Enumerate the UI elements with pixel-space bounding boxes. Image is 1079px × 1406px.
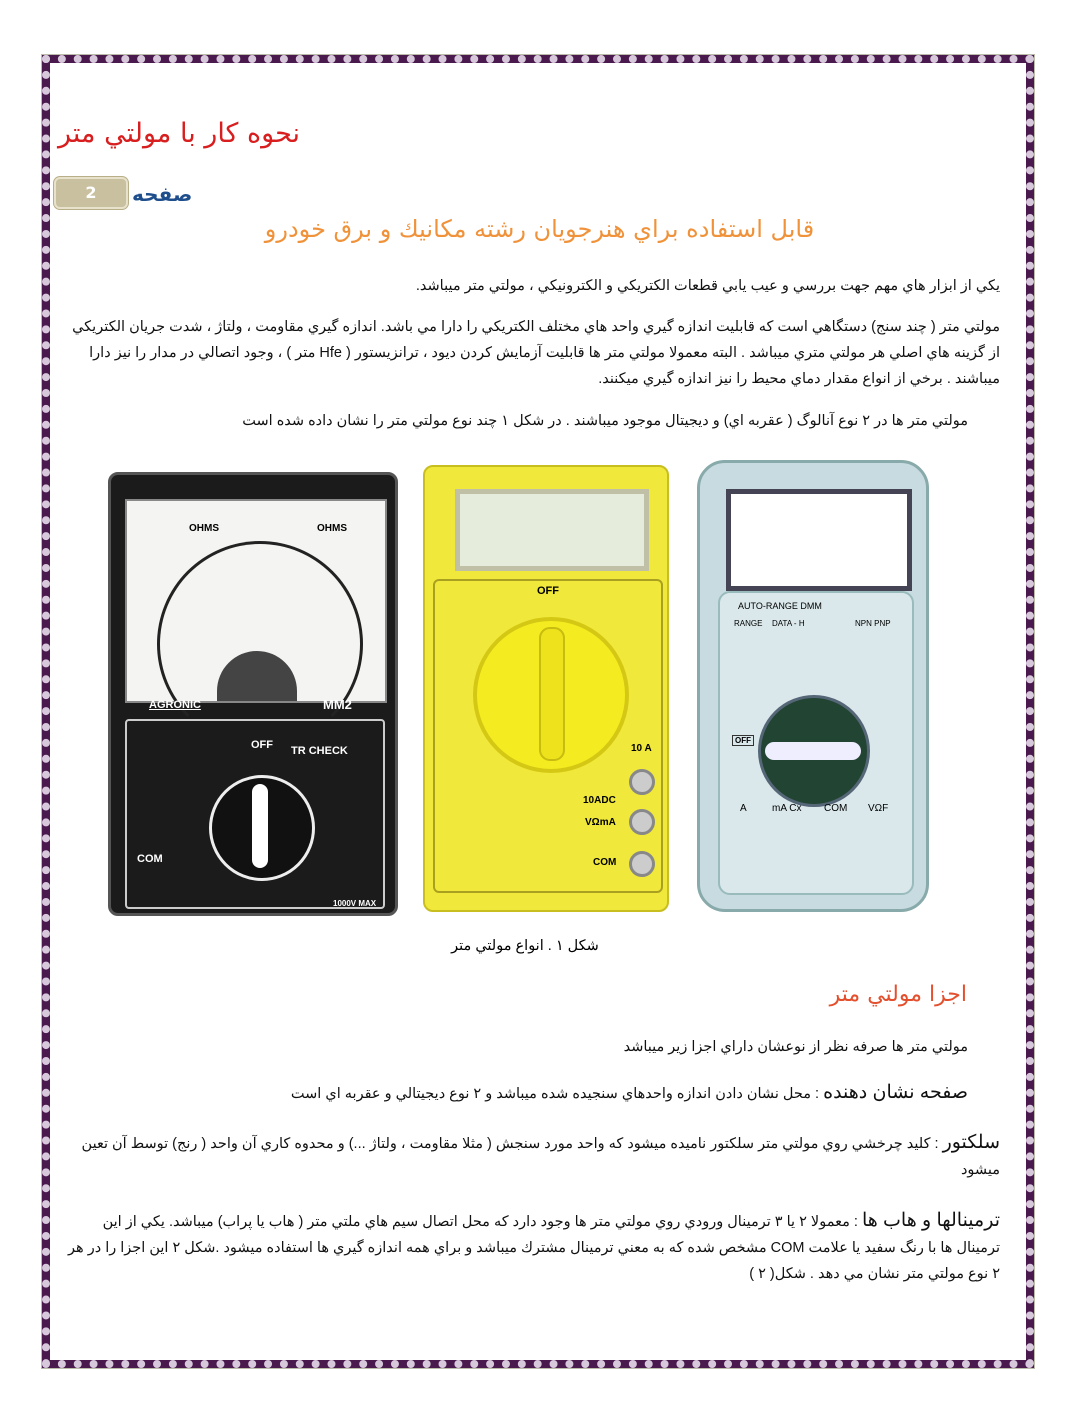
item-term: ترمينالها و هاب ها: [861, 1210, 1000, 1231]
terminal-10a: [629, 769, 655, 795]
tr-check-label: TR CHECK: [291, 745, 348, 757]
brand-label: AGRONIC: [149, 699, 201, 711]
document-title: نحوه كار با مولتي متر: [58, 118, 301, 149]
item-selector: [80, 1130, 1000, 1183]
section-heading: اجزا مولتي متر: [829, 982, 967, 1007]
vma-label: VΩmA: [585, 817, 616, 828]
gray-digital-multimeter-image: [697, 460, 929, 912]
item-terminals: [58, 1208, 1000, 1287]
model-label: AUTO-RANGE DMM: [738, 601, 822, 611]
ohms-label: OHMS: [189, 523, 219, 534]
item-text: : محل نشان دادن اندازه واحدهاي سنجيده شده ميباشد و ٢ نوع ديجيتالي و عقربه اي است: [290, 1086, 824, 1102]
off-label: OFF: [537, 585, 559, 597]
item-display: [80, 1080, 968, 1107]
paragraph-intro: يكي از ابزار هاي مهم جهت بررسي و عيب يابي قطعات الكتريكي و الكترونيكي ، مولتي متر ميباشد.: [415, 278, 1000, 294]
npn-pnp-socket: NPN PNP: [855, 619, 891, 628]
item-term: صفحه نشان دهنده: [823, 1082, 968, 1103]
terminal-vma: [629, 809, 655, 835]
paragraph-definition: مولتي متر ( چند سنج) دستگاهي است كه قابليت اندازه گيري واحد هاي مختلف الكتريكي را دارا مي باشد. اندازه گيري مقاومت ، ولتاژ ، شدت جريان الكتريكي از گزينه هاي اصلي هر مولتي متري ميباشد . البته معمولا مولتي متر ها قابليت آزمايش كردن ديود ، ترانزيستور ( Hfe متر ) ، وجود اتصالي در مدار را نيز دارا ميباشند . برخي از انواع مقدار دماي محيط را نيز اندازه گيري ميكنند.: [72, 319, 1000, 387]
page-label: صفحه: [132, 182, 193, 206]
terminal-v-label: VΩF: [868, 803, 889, 814]
terminal-a-label: A: [740, 803, 747, 814]
terminal-com-label: COM: [824, 803, 848, 814]
item-text: : معمولا ٢ يا ٣ ترمينال ورودي روي مولتي متر ها وجود دارد كه محل اتصال سيم هاي ملتي متر ( هاب يا پراب) ميباشد. يكي از اين ترمينال ها با رنگ سفيد يا علامت COM مشخص شده كه به معني ترمينال مشترك ميباشد و براي همه اندازه گيري ها استفاده ميشود .شكل ٢ اين اجزا را در هر ٢ نوع مولتي متر نشان مي دهد . شكل( ٢ ): [68, 1214, 1000, 1282]
rotary-selector: [758, 695, 870, 807]
rotary-selector: [209, 775, 315, 881]
com-label: COM: [593, 857, 617, 868]
com-label: COM: [137, 853, 163, 865]
analog-scale-face: [125, 499, 387, 703]
figure-caption: شكل ١ . انواع مولتي متر: [451, 938, 599, 954]
rotary-selector: [473, 617, 629, 773]
ohms-label-right: OHMS: [317, 523, 347, 534]
data-hold-button: DATA - H: [772, 619, 805, 628]
10adc-label: 10ADC: [583, 795, 616, 806]
page-number-badge: 2: [54, 177, 128, 209]
model-label: MM2: [323, 697, 352, 712]
terminal-com: [629, 851, 655, 877]
paragraph-types: مولتي متر ها در ٢ نوع آنالوگ ( عقربه اي) و ديجيتال موجود ميباشند . در شكل ١ چند نوع مولتي متر را نشان داده شده است: [242, 413, 968, 429]
off-label: OFF: [251, 739, 273, 751]
off-label: OFF: [732, 735, 754, 746]
terminal-ma-label: mA Cx: [772, 803, 802, 814]
subtitle: قابل استفاده براي هنرجويان رشته مكانيك و برق خودرو: [264, 215, 815, 243]
analog-multimeter-image: [108, 472, 398, 916]
item-term: سلكتور: [942, 1132, 1000, 1153]
amp-label: 10 A: [631, 743, 652, 754]
max-label: 1000V MAX: [333, 899, 377, 908]
range-button: RANGE: [734, 619, 763, 628]
section-intro: مولتي متر ها صرفه نظر از نوعشان داراي اجزا زير ميباشد: [623, 1039, 968, 1055]
item-text: : كليد چرخشي روي مولتي متر سلكتور ناميده ميشود كه واحد مورد سنجش ( مثلا مقاومت ، ولتاژ ...) و محدوه كاري آن واحد ( رنج) توسط آن تعين ميشود: [81, 1136, 1000, 1178]
yellow-digital-multimeter-image: [423, 465, 669, 912]
